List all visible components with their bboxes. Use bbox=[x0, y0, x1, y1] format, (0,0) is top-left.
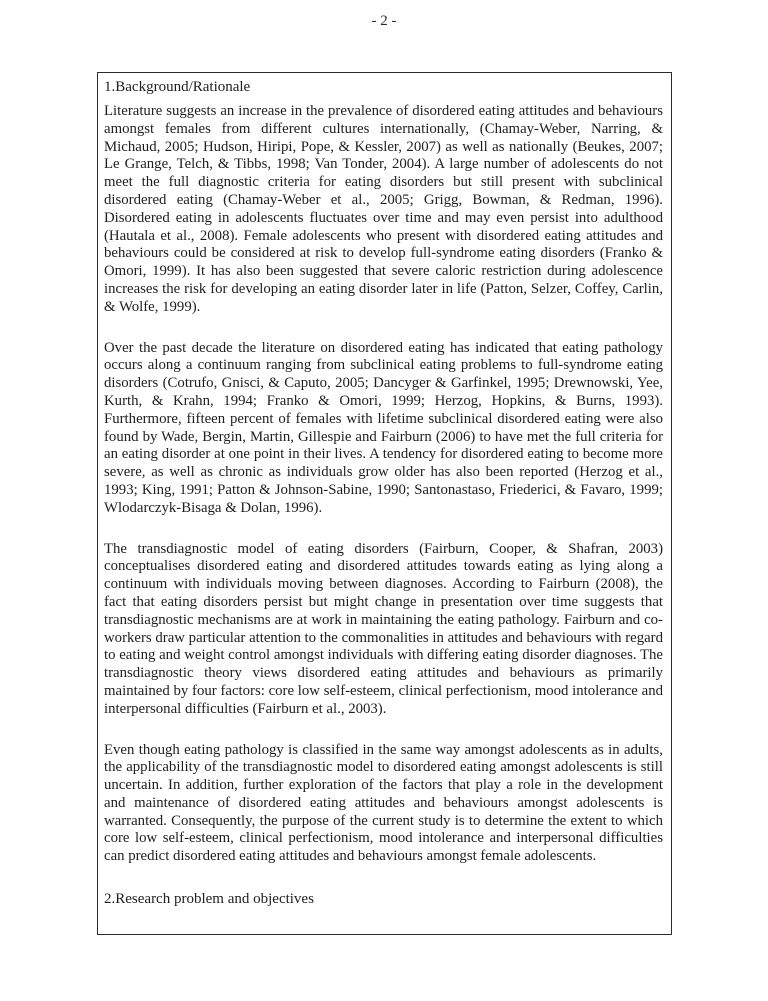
section-heading-research-problem: 2.Research problem and objectives bbox=[104, 891, 314, 908]
body-paragraph-1: Literature suggests an increase in the prevalence of disordered eating attitudes and behaviours amongst females from different cultures internationally, (Chamay-Weber, Narring, & Michaud, 2005; Hudson, Hiripi, Pope, & Kessler, 2007) as well as nationally (Beukes, 2007; Le Grange, Telch, & Tibbs, 1998; Van Tonder, 2004). A large number of adolescents do not meet the full diagnostic criteria for eating disorders but still present with subclinical disordered eating (Chamay-Weber et al., 2005; Grigg, Bowman, & Redman, 1996). Disordered eating in adolescents fluctuates over time and may even persist into adulthood (Hautala et al., 2008). Female adolescents who present with disordered eating attitudes and behaviours could be considered at risk to develop full-syndrome eating disorders (Franko & Omori, 1999). It has also been suggested that severe caloric restriction during adolescence increases the risk for developing an eating disorder later in life (Patton, Selzer, Coffey, Carlin, & Wolfe, 1999). bbox=[104, 103, 663, 315]
page-number: - 2 - bbox=[371, 13, 397, 29]
body-paragraph-2: Over the past decade the literature on disordered eating has indicated that eating pathology occurs along a continuum ranging from subclinical eating problems to full-syndrome eating disorders (Cotrufo, Gnisci, & Caputo, 2005; Dancyger & Garfinkel, 1995; Drewnowski, Yee, Kurth, & Krahn, 1994; Franko & Omori, 1999; Herzog, Hopkins, & Burns, 1993). Furthermore, fifteen percent of females with lifetime subclinical disordered eating were also found by Wade, Bergin, Martin, Gillespie and Fairburn (2006) to have met the full criteria for an eating disorder at one point in their lives. A tendency for disordered eating to become more severe, as well as chronic as individuals grow older has also been reported (Herzog et al., 1993; King, 1991; Patton & Johnson-Sabine, 1990; Santonastaso, Friederici, & Favaro, 1999; Wlodarczyk-Bisaga & Dolan, 1996). bbox=[104, 339, 663, 516]
document-frame bbox=[97, 72, 672, 935]
body-paragraph-3: The transdiagnostic model of eating disorders (Fairburn, Cooper, & Shafran, 2003) conceptualises disordered eating and disordered attitudes towards eating as lying along a continuum with individuals moving between diagnoses. According to Fairburn (2008), the fact that eating disorders persist but might change in presentation over time suggests that transdiagnostic mechanisms are at work in maintaining the eating pathology. Fairburn and co-workers draw particular attention to the commonalities in attitudes and behaviours with regard to eating and weight control amongst individuals with differing eating disorder diagnoses. The transdiagnostic theory views disordered eating attitudes and behaviours as primarily maintained by four factors: core low self-esteem, clinical perfectionism, mood intolerance and interpersonal difficulties (Fairburn et al., 2003). bbox=[104, 540, 663, 717]
section-heading-background-rationale: 1.Background/Rationale bbox=[104, 79, 251, 95]
body-paragraph-4: Even though eating pathology is classified in the same way amongst adolescents as in adults, the applicability of the transdiagnostic model to disordered eating amongst adolescents is still uncertain. In addition, further exploration of the factors that play a role in the development and maintenance of disordered eating attitudes and behaviours amongst adolescents is warranted. Consequently, the purpose of the current study is to determine the extent to which core low self-esteem, clinical perfectionism, mood intolerance and interpersonal difficulties can predict disordered eating attitudes and behaviours amongst female adolescents. bbox=[104, 741, 663, 865]
